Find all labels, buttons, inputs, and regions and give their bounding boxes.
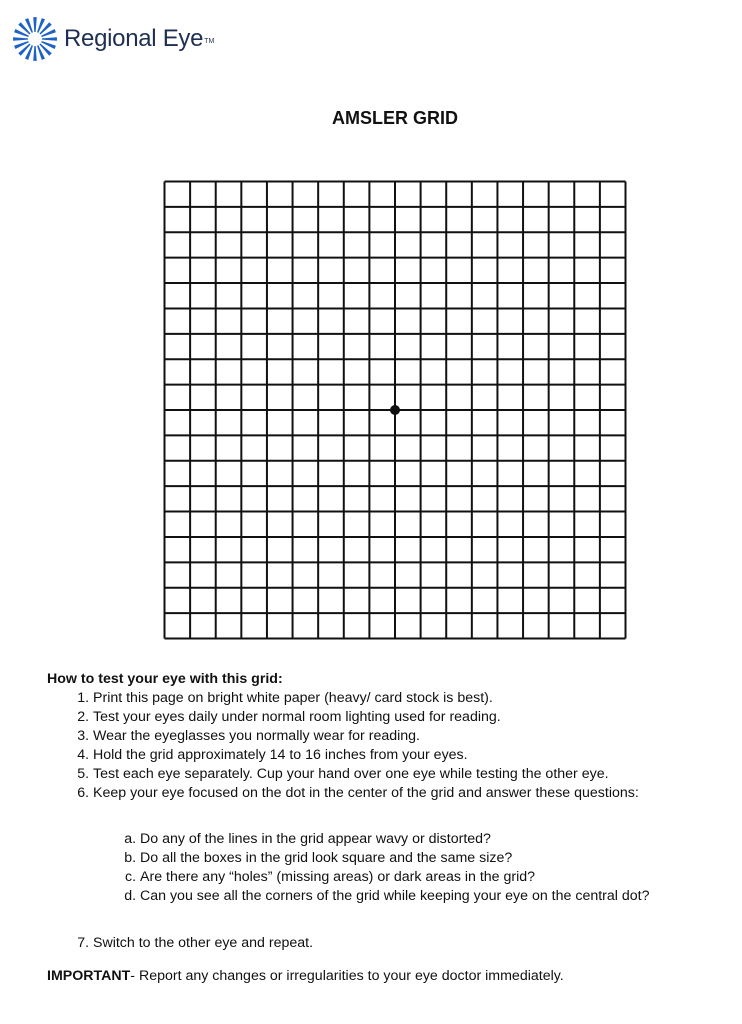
important-label: IMPORTANT [47, 968, 131, 984]
regional-eye-logo [12, 16, 214, 62]
amsler-grid [163, 180, 627, 640]
question-item: c. Are there any “holes” (missing areas) or dark areas in the grid? [140, 868, 737, 887]
logo-ray [42, 37, 57, 41]
logo-ray [13, 37, 28, 41]
steps-list [47, 689, 737, 953]
questions-list [93, 830, 737, 906]
instructions [47, 670, 737, 986]
step-item: 7. Switch to the other eye and repeat. [93, 934, 737, 953]
question-item: b. Do all the boxes in the grid look square and the same size? [140, 849, 737, 868]
step-text: Keep your eye focused on the dot in the center of the grid and answer these questions: [93, 785, 639, 801]
question-item: a. Do any of the lines in the grid appear wavy or distorted? [140, 830, 737, 849]
page-title: AMSLER GRID [332, 108, 458, 128]
logo-ray [33, 46, 37, 61]
step-item [93, 784, 737, 906]
step-item: 4. Hold the grid approximately 14 to 16 inches from your eyes. [93, 746, 737, 765]
center-dot [390, 405, 400, 415]
instructions-heading: How to test your eye with this grid: [47, 671, 283, 687]
brand-name: Regional Eye [64, 25, 204, 52]
logo-ray [33, 17, 37, 32]
step-item: 2. Test your eyes daily under normal room lighting used for reading. [93, 708, 737, 727]
question-item: d. Can you see all the corners of the grid while keeping your eye on the central dot? [140, 887, 737, 906]
step-item: 3. Wear the eyeglasses you normally wear for reading. [93, 727, 737, 746]
step-item: 1. Print this page on bright white paper (heavy/ card stock is best). [93, 689, 737, 708]
sunburst-logo-icon [12, 16, 58, 62]
important-note [47, 967, 737, 986]
step-item: 5. Test each eye separately. Cup your hand over one eye while testing the other eye. [93, 765, 737, 784]
trademark-mark: TM [204, 37, 215, 45]
important-text: - Report any changes or irregularities to your eye doctor immediately. [130, 968, 564, 984]
